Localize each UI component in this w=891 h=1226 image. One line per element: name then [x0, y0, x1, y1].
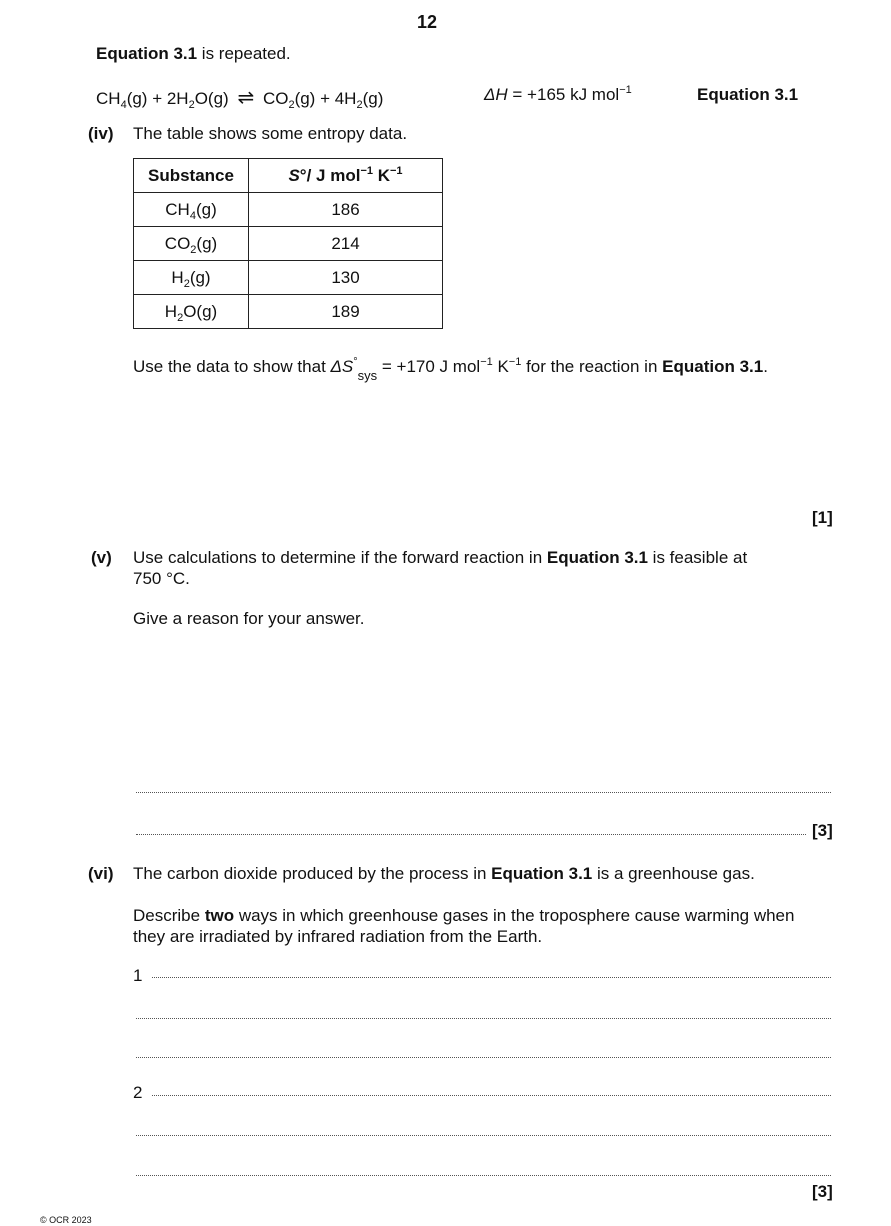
intro-rest: is repeated.	[197, 44, 291, 63]
header-exp1: −1	[360, 164, 373, 177]
substance-cell: $H_2O(g)$	[134, 295, 249, 329]
intro-line	[96, 44, 291, 64]
answer-line[interactable]	[152, 977, 831, 978]
substance-cell: $CO_2(g)$	[134, 227, 249, 261]
q-v-number: (v)	[91, 548, 112, 567]
answer-line[interactable]	[136, 1175, 831, 1176]
eq-h2-rest: (g)	[362, 89, 384, 108]
eq-ch4-state: (g) + 2H	[126, 89, 189, 108]
table-row	[134, 261, 443, 295]
header-exp2: −1	[390, 164, 403, 177]
q-iv-number: (iv)	[88, 124, 114, 143]
answer-line[interactable]	[152, 1095, 831, 1096]
page-number: 12	[417, 12, 438, 32]
eq-h2o-rest: O(g)	[194, 89, 229, 108]
substance-cell: $CH_4(g)$	[134, 193, 249, 227]
q-v-reason: Give a reason for your answer.	[133, 609, 365, 628]
eq-ch4: CH	[96, 89, 121, 108]
eq-ch4-sub: 4	[120, 99, 127, 111]
equilibrium-arrow-icon: ⇌	[237, 87, 255, 109]
header-s: S	[288, 165, 300, 185]
eq-co2-sub: 2	[288, 99, 295, 111]
answer-line[interactable]	[136, 1135, 831, 1136]
answer-line[interactable]	[136, 834, 806, 835]
intro-bold: Equation 3.1	[96, 44, 198, 63]
header-units: / J mol	[306, 165, 361, 185]
q-v-marks: [3]	[812, 821, 833, 840]
entropy-value-cell: 214	[249, 227, 443, 261]
dh-symbol: ΔH	[484, 85, 508, 104]
q-vi-line2: Describe two ways in which greenhouse gases in the troposphere cause warming when	[133, 906, 795, 925]
dh-value: = +165 kJ mol	[507, 85, 620, 104]
q-v-line1: Use calculations to determine if the forward reaction in Equation 3.1 is feasible at	[133, 548, 748, 567]
header-entropy	[249, 159, 443, 193]
answer-line[interactable]	[136, 1018, 831, 1019]
q-vi-line1: The carbon dioxide produced by the process in Equation 3.1 is a greenhouse gas.	[133, 864, 755, 883]
table-header-row	[134, 159, 443, 193]
entropy-value-cell: 189	[249, 295, 443, 329]
answer-line[interactable]	[136, 792, 831, 793]
answer-label-2: 2	[133, 1083, 143, 1102]
equation-label: Equation 3.1	[697, 85, 799, 104]
q-vi-marks: [3]	[812, 1182, 833, 1201]
header-substance: Substance	[134, 159, 249, 193]
q-iv-text: The table shows some entropy data.	[133, 124, 408, 143]
eq-h2o-sub: 2	[188, 99, 195, 111]
q-v-line2: 750 °C.	[133, 569, 190, 588]
entropy-table	[133, 158, 443, 329]
q-vi-number: (vi)	[88, 864, 114, 883]
q-iv-marks: [1]	[812, 508, 833, 527]
q-iv-instruction: Use the data to show that $\Delta S^\circ_{sys} = +170$ J mol$^{-1}$ $K^{-1}$ for the reaction in Equation 3.1.	[133, 356, 768, 383]
answer-line[interactable]	[136, 1057, 831, 1058]
answer-label-1: 1	[133, 966, 143, 985]
table-row	[134, 227, 443, 261]
equation-3-1	[96, 85, 383, 110]
eq-co2: CO	[262, 89, 289, 108]
header-deg: °	[299, 165, 307, 185]
enthalpy-change	[484, 85, 632, 105]
dh-exp: −1	[619, 84, 632, 96]
table-row	[134, 193, 443, 227]
eq-h2-sub: 2	[356, 99, 363, 111]
eq-co2-state: (g) + 4H	[294, 89, 357, 108]
substance-cell: $H_2(g)$	[134, 261, 249, 295]
q-vi-line3: they are irradiated by infrared radiation from the Earth.	[133, 927, 543, 946]
header-k: K	[373, 165, 390, 185]
footer-copyright: © OCR 2023	[40, 1215, 92, 1225]
table-row	[134, 295, 443, 329]
entropy-value-cell: 186	[249, 193, 443, 227]
entropy-value-cell: 130	[249, 261, 443, 295]
